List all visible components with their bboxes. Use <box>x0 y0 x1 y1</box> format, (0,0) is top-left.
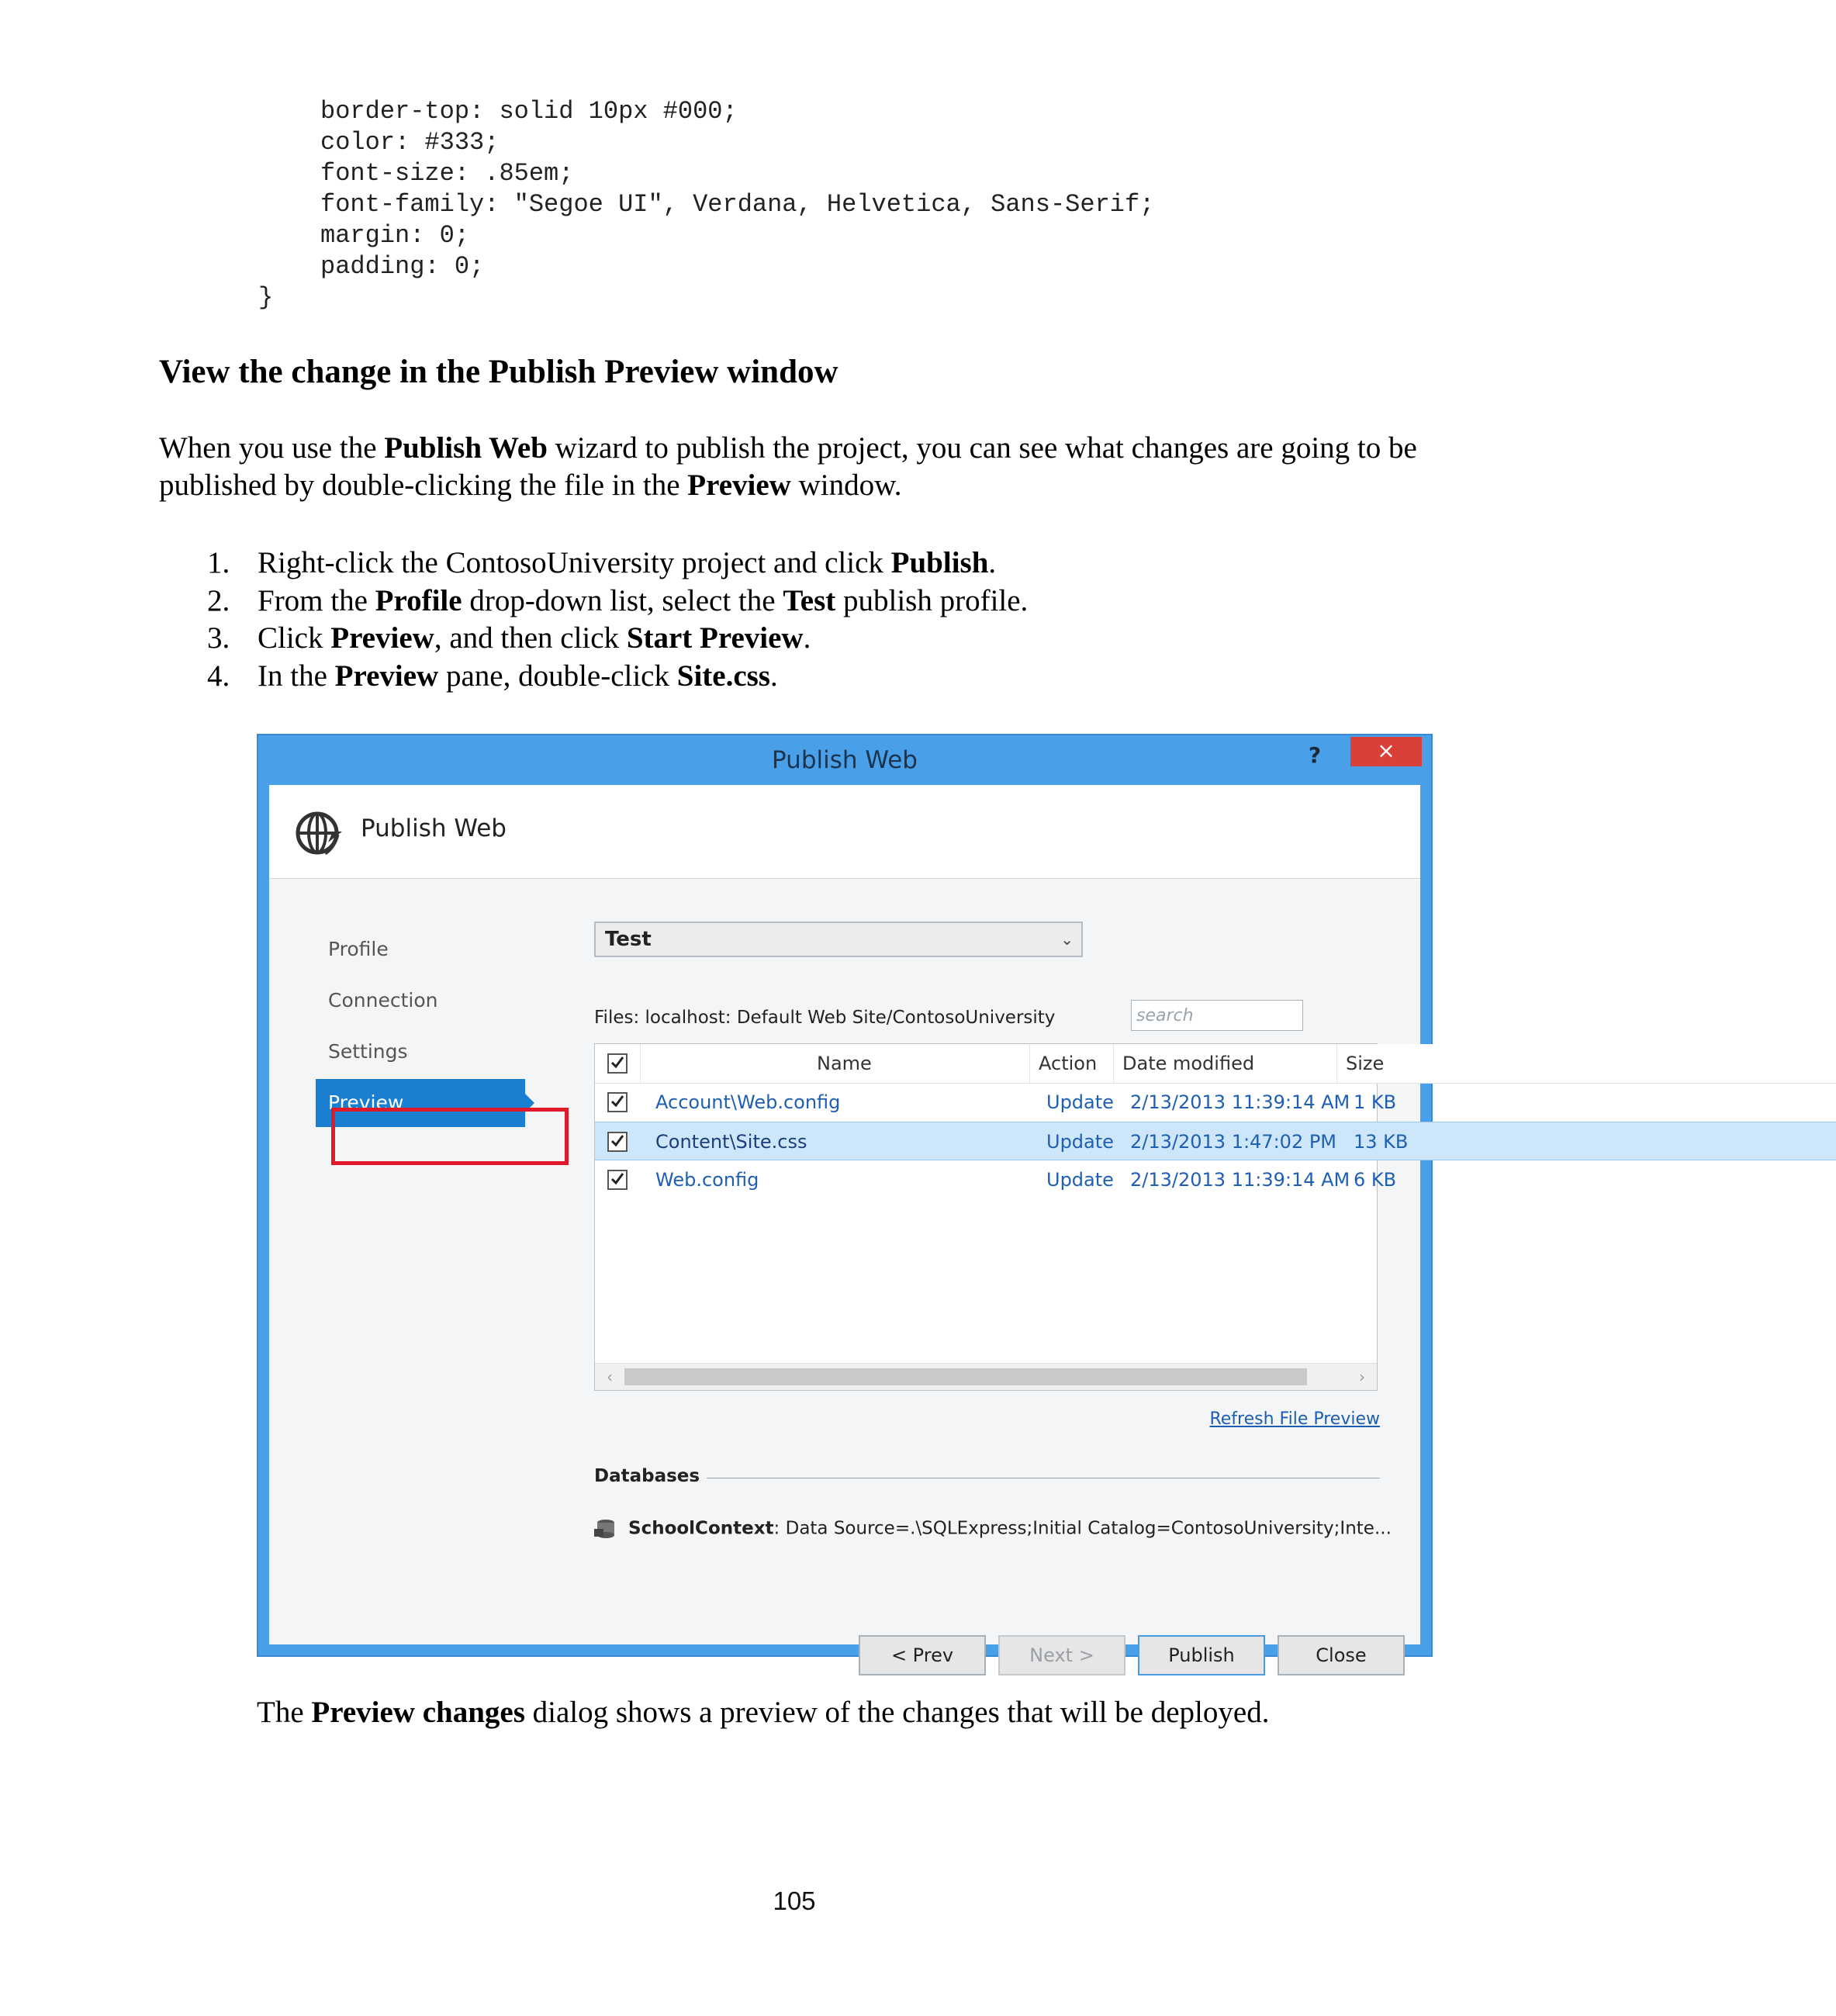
checkmark-icon <box>610 1094 625 1109</box>
publish-globe-icon <box>294 808 347 858</box>
file-action: Update <box>1046 1091 1114 1113</box>
select-all-checkbox[interactable] <box>607 1053 628 1074</box>
table-row[interactable] <box>595 1160 1836 1199</box>
help-button[interactable]: ? <box>1308 742 1322 768</box>
file-name[interactable]: Content\Site.css <box>655 1131 807 1153</box>
step-item: 4. In the Preview pane, double-click Site.css. <box>207 659 778 693</box>
nav-item-settings[interactable]: Settings <box>328 1040 408 1063</box>
scroll-right-icon[interactable]: › <box>1359 1368 1365 1386</box>
caption-paragraph: The Preview changes dialog shows a preview of the changes that will be deployed. <box>257 1696 1270 1729</box>
column-header-size[interactable]: Size <box>1346 1053 1385 1074</box>
wizard-nav <box>316 925 525 1130</box>
code-line: padding: 0; <box>320 252 485 281</box>
dialog-header <box>269 785 1420 879</box>
code-line: font-family: "Segoe UI", Verdana, Helvetica, Sans-Serif; <box>320 190 1155 219</box>
database-connection-string: : Data Source=.\SQLExpress;Initial Catalog=ContosoUniversity;Inte... <box>773 1518 1392 1539</box>
code-closing-brace: } <box>258 283 274 312</box>
file-name[interactable]: Web.config <box>655 1169 759 1191</box>
code-line: font-size: .85em; <box>320 159 574 188</box>
close-button[interactable]: Close <box>1278 1635 1405 1675</box>
file-name[interactable]: Account\Web.config <box>655 1091 841 1113</box>
table-row-selected[interactable] <box>595 1122 1836 1160</box>
step-item: 1. Right-click the ContosoUniversity project and click Publish. <box>207 546 997 579</box>
code-line: border-top: solid 10px #000; <box>320 97 738 126</box>
table-row[interactable] <box>595 1083 1836 1122</box>
checkmark-icon <box>610 1055 625 1070</box>
column-header-action[interactable]: Action <box>1039 1053 1098 1074</box>
refresh-file-preview-link[interactable]: Refresh File Preview <box>1209 1409 1380 1429</box>
chevron-down-icon: ⌄ <box>1060 930 1074 949</box>
scroll-left-icon[interactable]: ‹ <box>607 1368 613 1386</box>
file-preview-grid <box>594 1043 1409 1391</box>
database-name: SchoolContext <box>628 1518 774 1539</box>
step-item: 3. Click Preview, and then click Start Preview. <box>207 621 811 655</box>
code-line: margin: 0; <box>320 221 470 250</box>
publish-button[interactable]: Publish <box>1138 1635 1265 1675</box>
scrollbar-thumb[interactable] <box>624 1368 1307 1385</box>
nav-item-connection[interactable]: Connection <box>328 989 438 1011</box>
section-heading: View the change in the Publish Preview window <box>159 354 838 390</box>
page-number: 105 <box>773 1886 816 1915</box>
file-size: 13 KB <box>1354 1131 1409 1153</box>
publish-web-dialog <box>257 734 1433 1666</box>
nav-item-preview[interactable]: Preview <box>316 1079 525 1127</box>
file-date: 2/13/2013 1:47:02 PM <box>1130 1131 1337 1153</box>
next-button[interactable]: Next > <box>998 1635 1125 1675</box>
header-title: Publish Web <box>361 814 507 842</box>
intro-paragraph: When you use the Publish Web wizard to publish the project, you can see what changes are going to be published by double-clicking the file in the Preview window. <box>159 431 1417 502</box>
row-checkbox[interactable] <box>607 1132 628 1152</box>
database-entry <box>594 1518 1392 1540</box>
dialog-body <box>269 785 1420 1666</box>
nav-item-profile[interactable]: Profile <box>328 938 389 960</box>
row-checkbox[interactable] <box>607 1170 628 1190</box>
file-action: Update <box>1046 1169 1114 1191</box>
search-input[interactable] <box>1131 1000 1303 1031</box>
databases-label: Databases <box>594 1466 700 1486</box>
site-css-highlight <box>331 1108 569 1165</box>
profile-dropdown[interactable] <box>594 922 1083 957</box>
dialog-content <box>269 879 1420 1666</box>
steps-list <box>159 545 1028 695</box>
database-icon <box>594 1518 617 1540</box>
file-size: 1 KB <box>1354 1091 1397 1113</box>
files-label: Files: localhost: Default Web Site/ContosoUniversity <box>594 1008 1056 1028</box>
horizontal-scrollbar[interactable] <box>595 1363 1377 1390</box>
checkmark-icon <box>610 1133 625 1149</box>
row-checkbox[interactable] <box>607 1092 628 1112</box>
code-line: color: #333; <box>320 128 500 157</box>
window-close-button[interactable]: × <box>1350 737 1422 766</box>
file-date: 2/13/2013 11:39:14 AM <box>1130 1169 1350 1191</box>
code-block <box>320 96 1154 282</box>
checkmark-icon <box>610 1171 625 1187</box>
dialog-title: Publish Web <box>772 746 918 774</box>
column-header-name[interactable]: Name <box>817 1053 872 1074</box>
column-header-date[interactable]: Date modified <box>1122 1053 1255 1074</box>
file-date: 2/13/2013 11:39:14 AM <box>1130 1091 1350 1113</box>
profile-dropdown-value: Test <box>605 928 652 951</box>
file-action: Update <box>1046 1131 1114 1153</box>
step-item: 2. From the Profile drop-down list, select the Test publish profile. <box>207 583 1029 617</box>
file-size: 6 KB <box>1354 1169 1397 1191</box>
grid-header-row <box>595 1044 1836 1084</box>
prev-button[interactable]: < Prev <box>859 1635 986 1675</box>
